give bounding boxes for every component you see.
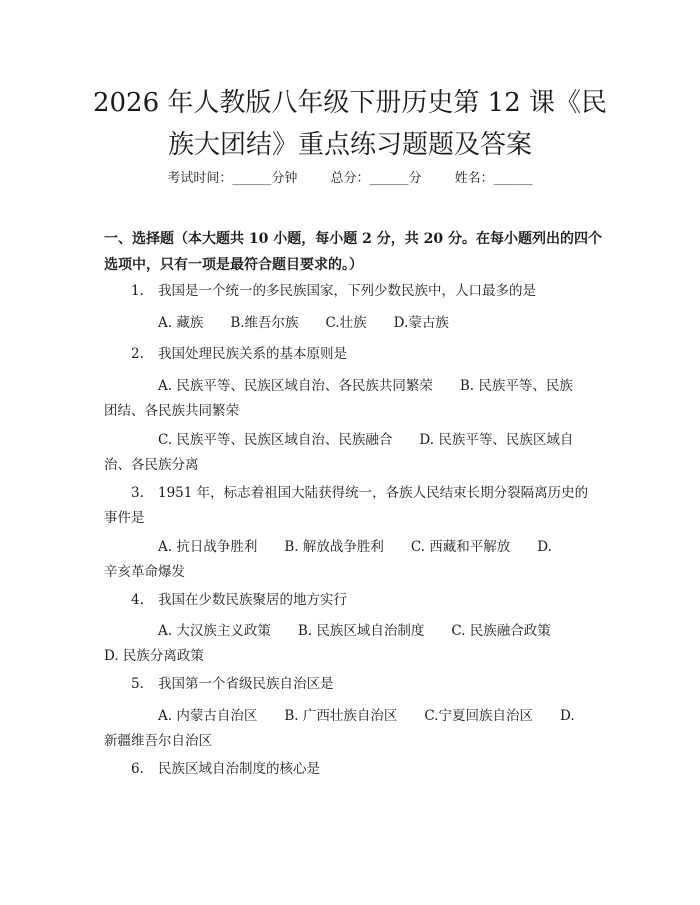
question-1-options: A. 藏族 B.维吾尔族 C.壮族 D.蒙古族: [158, 315, 449, 331]
question-2-options-line-3: C. 民族平等、民族区域自治、民族融合 D. 民族平等、民族区域自: [158, 432, 574, 448]
question-6: [131, 757, 320, 782]
time-blank: ______: [232, 171, 272, 186]
question-number: 5.: [131, 676, 144, 692]
exam-info-line: [0, 167, 700, 186]
time-label: 考试时间：: [167, 171, 233, 186]
question-text: 我国在少数民族聚居的地方实行: [158, 592, 347, 608]
question-2-options-line-2: 团结、各民族共同繁荣: [104, 403, 239, 419]
question-4-options-line-2: D. 民族分离政策: [104, 648, 204, 664]
document-title: 2026 年人教版八年级下册历史第 12 课《民族大团结》重点练习题题及答案: [92, 88, 608, 160]
question-5-options-line-1: A. 内蒙古自治区 B. 广西壮族自治区 C.宁夏回族自治区 D.: [158, 708, 575, 724]
question-5: [131, 672, 334, 697]
question-2-options-line-1: A. 民族平等、民族区域自治、各民族共同繁荣 B. 民族平等、民族: [158, 378, 573, 394]
question-3-text-line-2: 事件是: [104, 510, 145, 526]
question-text: 我国第一个省级民族自治区是: [158, 676, 334, 692]
question-4-options-line-1: A. 大汉族主义政策 B. 民族区域自治制度 C. 民族融合政策: [158, 623, 551, 639]
question-number: 4.: [131, 592, 144, 608]
question-text: 我国处理民族关系的基本原则是: [158, 346, 347, 362]
question-text: 1951 年，标志着祖国大陆获得统一，各族人民结束长期分裂隔离历史的: [158, 485, 589, 501]
question-3-options-line-2: 辛亥革命爆发: [104, 564, 185, 580]
question-1: [131, 279, 536, 304]
section-heading: 一、选择题（本大题共 10 小题，每小题 2 分，共 20 分。在每小题列出的四个选项中，只有一项是最符合题目要求的。）: [104, 231, 602, 273]
question-5-options-line-2: 新疆维吾尔自治区: [104, 733, 212, 749]
score-unit: 分: [408, 171, 422, 186]
question-2: [131, 342, 347, 367]
score-blank: ______: [369, 171, 409, 186]
question-number: 2.: [131, 346, 144, 362]
question-3: [131, 481, 588, 506]
question-3-options-line-1: A. 抗日战争胜利 B. 解放战争胜利 C. 西藏和平解放 D.: [158, 539, 552, 555]
question-text: 民族区域自治制度的核心是: [158, 761, 320, 777]
time-unit: 分钟: [271, 171, 298, 186]
question-text: 我国是一个统一的多民族国家，下列少数民族中，人口最多的是: [158, 283, 536, 299]
question-number: 6.: [131, 761, 144, 777]
question-4: [131, 588, 347, 613]
score-label: 总分：: [330, 171, 370, 186]
question-number: 1.: [131, 283, 144, 299]
name-blank: ______: [493, 171, 533, 186]
question-2-options-line-4: 治、各民族分离: [104, 457, 199, 473]
name-label: 姓名：: [454, 171, 494, 186]
question-number: 3.: [131, 485, 144, 501]
